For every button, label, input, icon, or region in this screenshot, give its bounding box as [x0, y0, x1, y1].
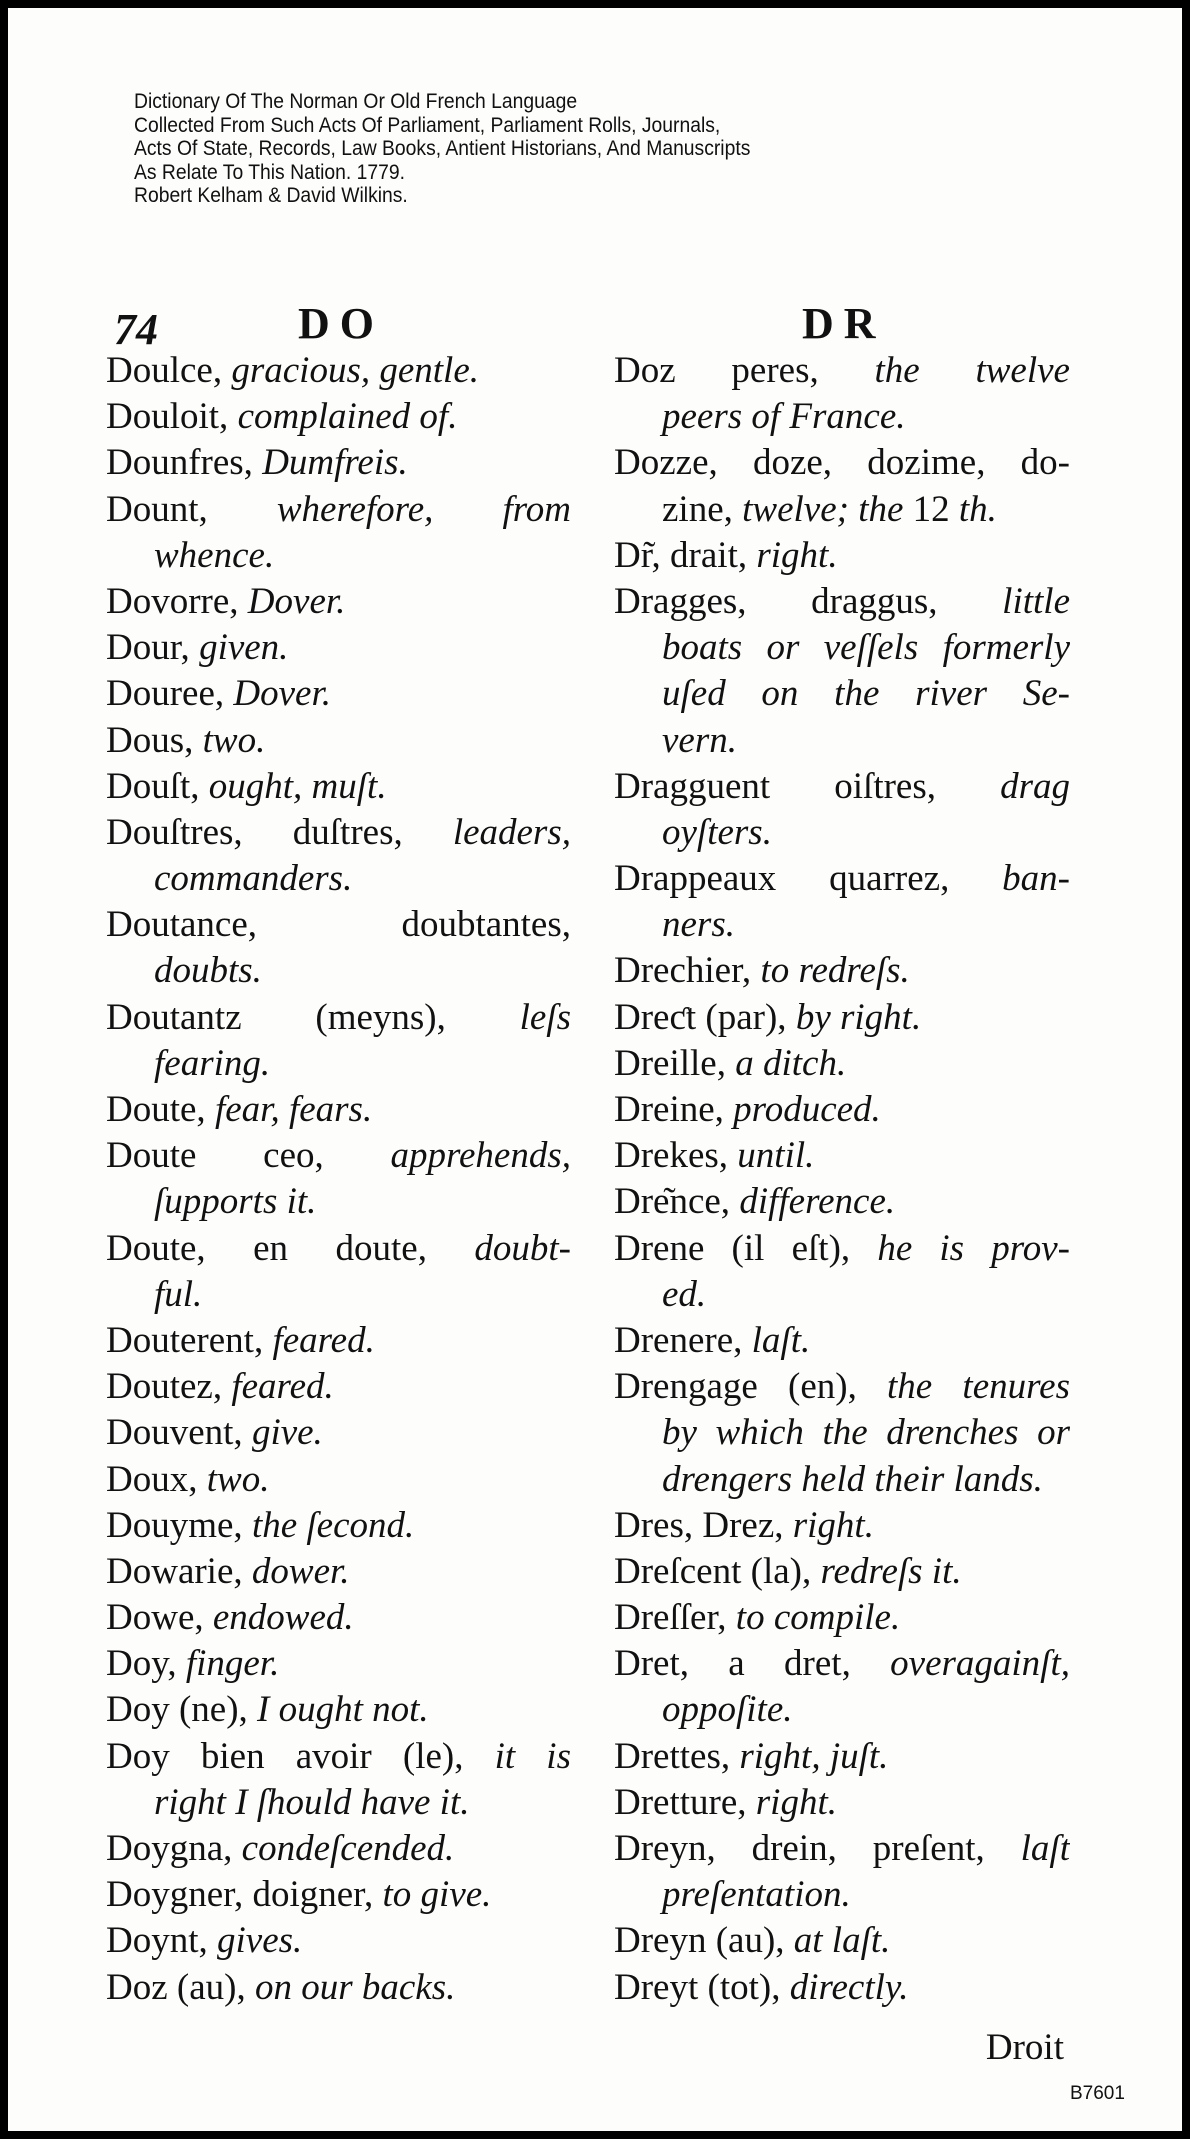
definition-text: doubts. [154, 950, 262, 992]
headword-text: Drechier, [614, 950, 761, 992]
dictionary-entry [106, 1826, 571, 1872]
dictionary-entry [614, 579, 1070, 764]
dictionary-entry [106, 1364, 571, 1410]
dictionary-entry [106, 1457, 571, 1503]
dictionary-entry [106, 1595, 571, 1641]
dictionary-entry [614, 1503, 1070, 1549]
headword-text: Drettes, [614, 1735, 740, 1777]
definition-text: until. [737, 1135, 815, 1177]
headword-text: Doygner, doigner, [106, 1874, 383, 1916]
headword-text: Dowe, [106, 1597, 213, 1639]
headword-text: Douterent, [106, 1319, 273, 1361]
entry-line [106, 764, 571, 810]
caption-line: Dictionary Of The Norman Or Old French Language [134, 90, 578, 113]
definition-text: ful. [154, 1273, 203, 1315]
definition-text: Dover. [247, 580, 346, 622]
dictionary-entry [106, 1087, 571, 1133]
catchword: Droit [985, 2027, 1064, 2068]
headword-text: Doux, [106, 1458, 207, 1500]
entry-line [614, 1272, 1070, 1318]
entry-line [614, 948, 1070, 994]
definition-text: boats or veſſels formerly [662, 627, 1070, 669]
entry-line [106, 1780, 571, 1826]
dictionary-entry [614, 764, 1070, 856]
dictionary-entry [614, 1133, 1070, 1179]
definition-text: by which the drenches or [662, 1412, 1070, 1454]
headword-text: Drekes, [614, 1135, 738, 1177]
headword-text: Doute, en doute, [106, 1227, 475, 1269]
definition-text: I ought not. [257, 1689, 429, 1731]
dictionary-entry [614, 995, 1070, 1041]
definition-text: directly. [789, 1966, 909, 2008]
dictionary-entry [614, 1826, 1070, 1918]
entry-line [106, 671, 571, 717]
entry-line [614, 1041, 1070, 1087]
dictionary-entry [614, 1918, 1070, 1964]
dictionary-entry [106, 579, 571, 625]
entry-line [614, 1318, 1070, 1364]
dictionary-entry [106, 440, 571, 486]
entry-line [614, 1734, 1070, 1780]
caption-line: Acts Of State, Records, Law Books, Antient Historians, And Manuscripts [134, 137, 751, 160]
dictionary-entry [106, 1410, 571, 1456]
definition-text: twelve; the [742, 488, 913, 530]
entry-line [614, 1179, 1070, 1225]
left-column [106, 348, 571, 2011]
entry-line [614, 1503, 1070, 1549]
caption-line: Collected From Such Acts Of Parliament, Parliament Rolls, Journals, [134, 113, 721, 137]
headword-text: Douvent, [106, 1412, 252, 1454]
dictionary-entry [106, 1872, 571, 1918]
entry-line [614, 487, 1070, 533]
entry-line [106, 1687, 571, 1733]
dictionary-entry [614, 1226, 1070, 1318]
definition-text: ners. [662, 904, 735, 946]
headword-text: Douſt, [106, 765, 209, 807]
definition-text: right. [792, 1504, 874, 1546]
definition-text: to compile. [735, 1597, 901, 1639]
dictionary-page [8, 8, 1182, 2131]
headword-text: Dreƈt (par), [614, 996, 796, 1038]
headword-text: Douſtres, duſtres, [106, 811, 453, 853]
headword-text: Dour, [106, 627, 200, 669]
dictionary-entry [106, 764, 571, 810]
dictionary-entry [614, 948, 1070, 994]
definition-text: a ditch. [735, 1042, 847, 1084]
dictionary-entry [614, 1364, 1070, 1503]
definition-text: complained of. [237, 396, 458, 438]
right-column [614, 348, 1070, 2011]
entry-line [106, 1549, 571, 1595]
definition-text: ed. [662, 1273, 707, 1315]
entry-line [614, 533, 1070, 579]
dictionary-entry [106, 1918, 571, 1964]
definition-text: drag [1000, 765, 1070, 807]
dictionary-entry [614, 1549, 1070, 1595]
definition-text: ought, muſt. [208, 765, 387, 807]
entry-line [614, 856, 1070, 902]
headword-text: Dozze, doze, dozime, do- [614, 442, 1070, 484]
definition-text: preſentation. [662, 1874, 851, 1916]
entry-line [106, 487, 571, 533]
headword-text: Dreine, [614, 1089, 734, 1130]
dictionary-entry [106, 1734, 571, 1826]
definition-text: ſupports it. [154, 1181, 317, 1223]
dictionary-entry [106, 348, 571, 394]
dictionary-entry [614, 533, 1070, 579]
definition-text: leſs [519, 996, 571, 1038]
dictionary-entry [106, 1503, 571, 1549]
page-number: 74 [114, 305, 158, 354]
headword-text: Drenere, [614, 1319, 752, 1361]
definition-text: two. [202, 719, 266, 761]
definition-text: fear, fears. [214, 1089, 373, 1130]
entry-line [614, 1826, 1070, 1872]
headword-text: Dous, [106, 719, 203, 761]
headword-text: Dragges, draggus, [614, 580, 1003, 622]
entry-line [614, 1918, 1070, 1964]
headword-text: Dragguent oiſtres, [614, 765, 1001, 807]
definition-text: vern. [662, 719, 737, 761]
definition-text: the twelve [874, 350, 1070, 391]
entry-line [614, 902, 1070, 948]
headword-text: Doz peres, [614, 350, 875, 391]
definition-text: th. [958, 488, 997, 530]
definition-text: give. [251, 1412, 323, 1454]
definition-text: gracious, gentle. [231, 350, 480, 391]
entry-line [106, 440, 571, 486]
entry-line [614, 1780, 1070, 1826]
entry-line [106, 1826, 571, 1872]
definition-text: laſt [1020, 1828, 1070, 1869]
headword-text: zine, [662, 488, 743, 530]
dictionary-entry [106, 1133, 571, 1225]
definition-text: overagainſt, [890, 1643, 1070, 1685]
entry-line [106, 1226, 571, 1272]
definition-text: to give. [382, 1874, 492, 1916]
dictionary-entry [106, 810, 571, 902]
definition-text: right, juſt. [739, 1735, 889, 1777]
entry-line [614, 1133, 1070, 1179]
dictionary-entry [614, 1179, 1070, 1225]
entry-line [106, 1318, 571, 1364]
dictionary-entry [106, 671, 571, 717]
definition-text: ban- [1002, 858, 1070, 900]
definition-text: Dover. [233, 673, 332, 715]
headword-text: Dreyn, drein, preſent, [614, 1828, 1021, 1869]
dictionary-entry [106, 1641, 571, 1687]
entry-line [614, 1226, 1070, 1272]
entry-line [614, 1364, 1070, 1410]
entry-line [106, 1503, 571, 1549]
definition-text: to redreſs. [760, 950, 910, 992]
entry-line [106, 1087, 571, 1133]
entry-line [106, 1872, 571, 1918]
entry-line [106, 348, 571, 394]
dictionary-entry [614, 1595, 1070, 1641]
entry-line [106, 1133, 571, 1179]
entry-line [614, 1872, 1070, 1918]
dictionary-entry [106, 394, 571, 440]
headword-text: Doutance, doubtantes, [106, 904, 571, 946]
headword-text: Dount, [106, 488, 277, 530]
headword-text: Dreſſer, [614, 1597, 736, 1639]
definition-text: leaders, [452, 811, 571, 853]
entry-line [614, 625, 1070, 671]
book-caption [134, 90, 750, 208]
entry-line [106, 394, 571, 440]
entry-line [106, 1364, 571, 1410]
definition-text: redreſs it. [820, 1550, 962, 1592]
dictionary-entry [106, 995, 571, 1087]
entry-line [106, 1641, 571, 1687]
definition-text: drengers held their lands. [662, 1458, 1043, 1500]
dictionary-entry [614, 440, 1070, 532]
entry-line [614, 1087, 1070, 1133]
entry-line [106, 1041, 571, 1087]
headword-text: 12 [912, 488, 950, 530]
dictionary-entry [106, 718, 571, 764]
definition-text: at laſt. [793, 1920, 891, 1962]
definition-text: difference. [739, 1181, 896, 1223]
entry-line [614, 1410, 1070, 1456]
entry-line [614, 348, 1070, 394]
dictionary-entry [614, 1641, 1070, 1733]
headword-text: Doulce, [106, 350, 232, 391]
definition-text: uſed on the river Se- [662, 673, 1070, 715]
headword-text: Drengage (en), [614, 1366, 888, 1408]
definition-text: whence. [154, 534, 275, 576]
headword-text: Douloit, [106, 396, 238, 438]
entry-line [614, 764, 1070, 810]
definition-text: finger. [185, 1643, 280, 1685]
entry-line [106, 1918, 571, 1964]
definition-text: the tenures [887, 1366, 1070, 1408]
definition-text: apprehends, [390, 1135, 571, 1177]
definition-text: endowed. [212, 1597, 354, 1639]
headword-text: Dretture, [614, 1781, 756, 1823]
entry-line [106, 1734, 571, 1780]
headword-text: Dres, Drez, [614, 1504, 793, 1546]
definition-text: right. [756, 534, 838, 576]
headword-text: Dret, a dret, [614, 1643, 891, 1685]
dictionary-entry [106, 902, 571, 994]
headword-text: Doutantz (meyns), [106, 996, 520, 1038]
definition-text: condeſcended. [241, 1828, 455, 1869]
entry-line [614, 1687, 1070, 1733]
entry-line [614, 1965, 1070, 2011]
definition-text: oyſters. [662, 811, 772, 853]
entry-line [614, 1457, 1070, 1503]
dictionary-entry [614, 1780, 1070, 1826]
entry-line [614, 1549, 1070, 1595]
entry-line [106, 579, 571, 625]
dictionary-entry [106, 625, 571, 671]
definition-text: wherefore, from [276, 488, 571, 530]
dictionary-entry [106, 1226, 571, 1318]
dictionary-entry [614, 1318, 1070, 1364]
headword-text: Doy bien avoir (le), [106, 1735, 495, 1777]
entry-line [106, 995, 571, 1041]
definition-text: Dumfreis. [262, 442, 408, 484]
definition-text: on our backs. [254, 1966, 456, 2008]
definition-text: it is [494, 1735, 571, 1777]
headword-text: Dreſcent (la), [614, 1550, 821, 1592]
dictionary-entry [106, 1687, 571, 1733]
definition-text: feared. [272, 1319, 375, 1361]
entry-line [614, 394, 1070, 440]
image-code: B7601 [1070, 2083, 1125, 2104]
definition-text: laſt. [751, 1319, 811, 1361]
definition-text: dower. [251, 1550, 350, 1592]
dictionary-entry [614, 1087, 1070, 1133]
headword-text: Dre͂nce, [614, 1181, 740, 1223]
definition-text: little [1002, 580, 1070, 622]
headword-text: Dr̃, drait, [614, 534, 757, 576]
entry-line [614, 810, 1070, 856]
definition-text: right I ſhould have it. [154, 1781, 470, 1823]
headword-text: Doynt, [106, 1920, 217, 1962]
caption-line: Robert Kelham & David Wilkins. [134, 184, 408, 207]
headword-text: Drappeaux quarrez, [614, 858, 1003, 900]
entry-line [614, 718, 1070, 764]
headword-text: Doy, [106, 1643, 186, 1685]
entry-line [614, 995, 1070, 1041]
entry-line [106, 902, 571, 948]
entry-line [614, 1641, 1070, 1687]
definition-text: fearing. [154, 1042, 271, 1084]
dictionary-entry [614, 1734, 1070, 1780]
entry-line [106, 856, 571, 902]
dictionary-entry [614, 856, 1070, 948]
headword-text: Dreyn (au), [614, 1920, 794, 1962]
entry-line [614, 671, 1070, 717]
entry-line [106, 1965, 571, 2011]
dictionary-entry [106, 1318, 571, 1364]
definition-text: produced. [733, 1089, 881, 1130]
headword-text: Dowarie, [106, 1550, 252, 1592]
definition-text: by right. [795, 996, 922, 1038]
entry-line [106, 1457, 571, 1503]
entry-line [106, 533, 571, 579]
definition-text: feared. [231, 1366, 334, 1408]
dictionary-entry [106, 1965, 571, 2011]
headword-text: Doygna, [106, 1828, 242, 1869]
dictionary-entry [106, 1549, 571, 1595]
definition-text: gives. [217, 1920, 303, 1962]
headword-text: Douyme, [106, 1504, 252, 1546]
headword-text: Dounfres, [106, 442, 263, 484]
entry-line [106, 948, 571, 994]
entry-line [106, 1272, 571, 1318]
dictionary-entry [614, 348, 1070, 440]
right-running-head: DR [802, 299, 886, 348]
headword-text: Doute ceo, [106, 1135, 391, 1177]
headword-text: Doutez, [106, 1366, 232, 1408]
definition-text: commanders. [154, 858, 353, 900]
entry-line [106, 810, 571, 856]
headword-text: Doute, [106, 1089, 215, 1130]
caption-line: As Relate To This Nation. 1779. [134, 160, 406, 184]
definition-text: two. [206, 1458, 270, 1500]
headword-text: Doz (au), [106, 1966, 255, 2008]
definition-text: oppoſite. [662, 1689, 793, 1731]
headword-text: Dovorre, [106, 580, 248, 622]
entry-line [106, 718, 571, 764]
left-running-head: DO [298, 299, 384, 348]
headword-text: Dreyt (tot), [614, 1966, 790, 2008]
entry-line [106, 1179, 571, 1225]
definition-text: the ſecond. [251, 1504, 415, 1546]
dictionary-entry [614, 1041, 1070, 1087]
entry-line [614, 1595, 1070, 1641]
entry-line [614, 579, 1070, 625]
entry-line [106, 625, 571, 671]
dictionary-entry [614, 1965, 1070, 2011]
definition-text: right. [755, 1781, 837, 1823]
definition-text: given. [199, 627, 289, 669]
definition-text: doubt- [474, 1227, 571, 1269]
entry-line [614, 440, 1070, 486]
definition-text: peers of France. [662, 396, 906, 438]
headword-text: Dreille, [614, 1042, 736, 1084]
entry-line [106, 1410, 571, 1456]
headword-text: Doy (ne), [106, 1689, 258, 1731]
dictionary-entry [106, 487, 571, 579]
definition-text: he is prov- [877, 1227, 1070, 1269]
entry-line [106, 1595, 571, 1641]
headword-text: Douree, [106, 673, 234, 715]
headword-text: Drene (il eſt), [614, 1227, 878, 1269]
